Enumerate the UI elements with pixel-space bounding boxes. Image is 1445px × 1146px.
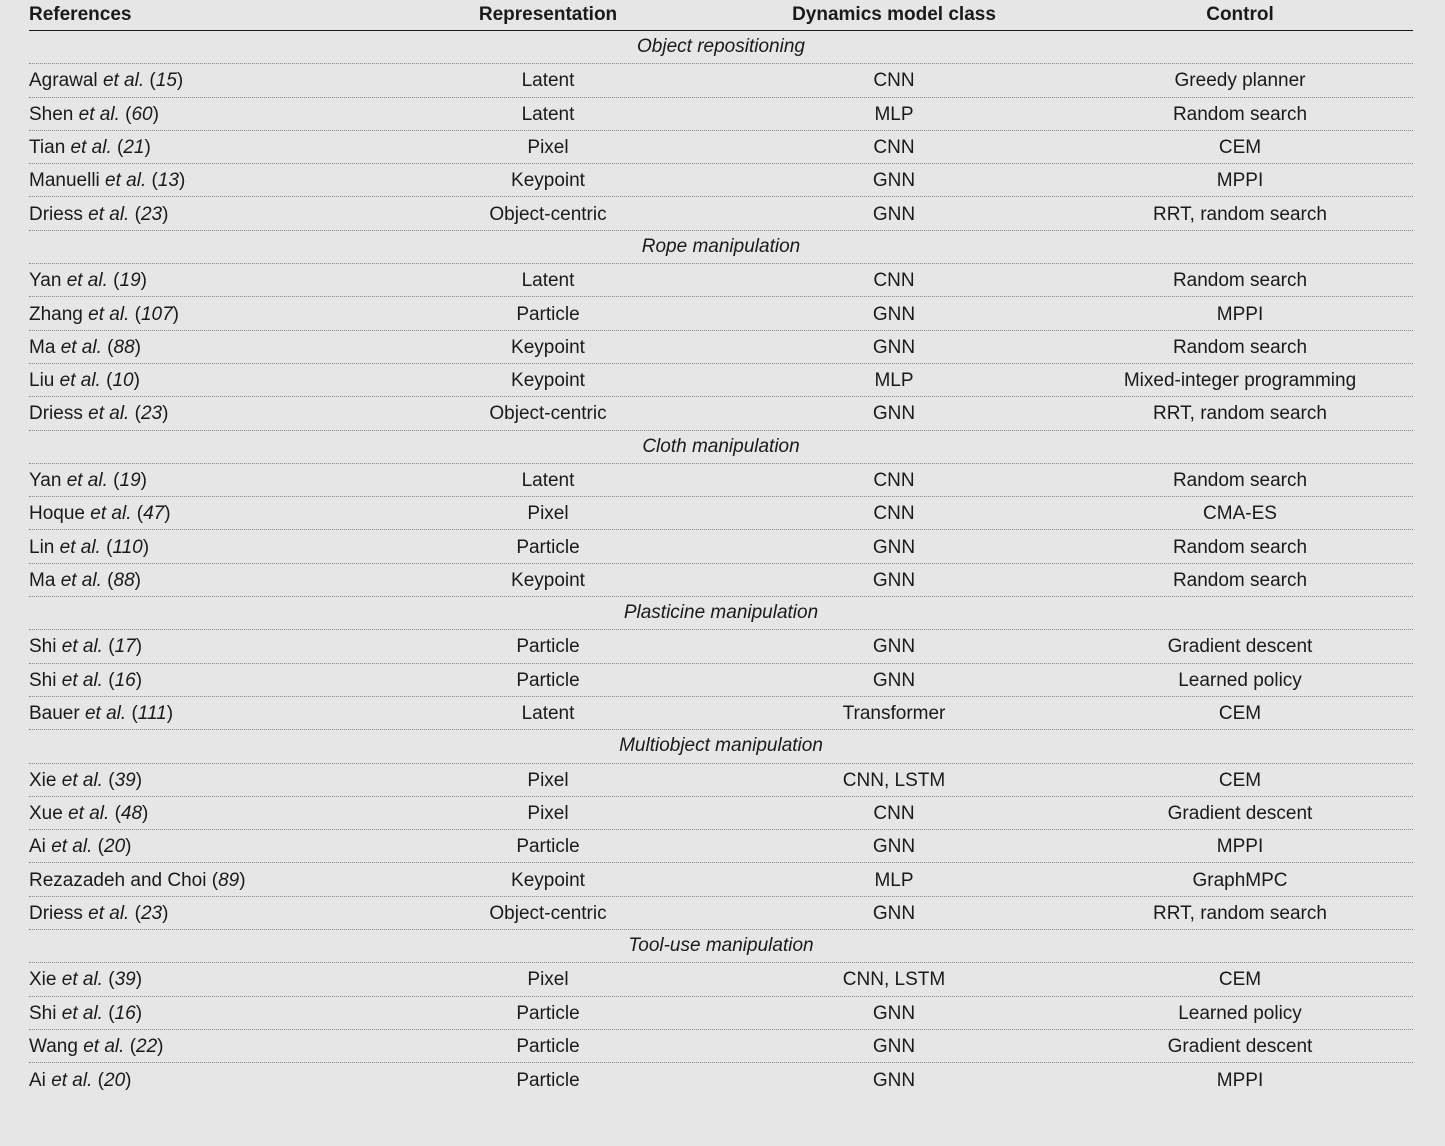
citation-number: 20 — [104, 1069, 126, 1091]
table-row — [29, 564, 1413, 597]
cell-representation: Latent — [521, 103, 575, 125]
et-al: et al. — [60, 336, 102, 358]
cell-control: MPPI — [1216, 836, 1264, 858]
citation-number: 13 — [157, 170, 179, 192]
author-name: Shi — [29, 1002, 57, 1024]
table-row — [29, 497, 1413, 530]
et-al: et al. — [61, 669, 103, 691]
cell-dynamics-model: GNN — [872, 569, 916, 591]
table-row — [29, 131, 1413, 164]
author-name: Driess — [29, 902, 83, 924]
table-row — [29, 364, 1413, 397]
cell-reference: Rezazadeh and Choi (89) — [29, 869, 246, 891]
cell-dynamics-model: MLP — [874, 370, 914, 392]
table-row — [29, 697, 1413, 730]
cell-reference: Driess et al. (23) — [29, 403, 169, 425]
cell-reference: Bauer et al. (111) — [29, 703, 174, 725]
cell-control: Gradient descent — [1167, 1036, 1313, 1058]
author-name: Xie — [29, 769, 57, 791]
author-name: Yan — [29, 270, 62, 292]
cell-control: Learned policy — [1178, 669, 1302, 691]
cell-dynamics-model: GNN — [872, 1036, 916, 1058]
cell-reference: Wang et al. (22) — [29, 1036, 164, 1058]
author-name: Yan — [29, 470, 62, 491]
cell-control: Random search — [1172, 270, 1308, 292]
table-row — [29, 397, 1413, 430]
cell-dynamics-model: GNN — [872, 1069, 916, 1091]
table-header — [29, 0, 1413, 31]
cell-dynamics-model: GNN — [872, 902, 916, 924]
cell-representation: Particle — [516, 536, 580, 558]
header-control: Control — [1206, 4, 1274, 25]
et-al: et al. — [60, 569, 102, 591]
et-al: et al. — [61, 969, 103, 991]
cell-reference: Driess et al. (23) — [29, 902, 169, 924]
cell-representation: Keypoint — [511, 569, 585, 591]
et-al: et al. — [88, 403, 130, 425]
cell-dynamics-model: CNN — [873, 503, 915, 525]
table-row — [29, 830, 1413, 863]
citation-number: 107 — [140, 303, 173, 325]
citation-number: 88 — [113, 336, 135, 358]
cell-dynamics-model: GNN — [872, 1002, 916, 1024]
cell-representation: Latent — [521, 270, 575, 292]
et-al: et al. — [70, 137, 112, 159]
author-name: Zhang — [29, 303, 83, 325]
author-name: Liu — [29, 370, 55, 392]
author-name: Agrawal — [29, 70, 98, 92]
cell-representation: Particle — [516, 669, 580, 691]
author-name: Xie — [29, 969, 57, 991]
citation-number: 22 — [136, 1036, 158, 1058]
cell-control: Random search — [1172, 103, 1308, 125]
citation-number: 60 — [131, 103, 153, 125]
citation-number: 21 — [123, 137, 145, 159]
citation-number: 23 — [140, 902, 163, 924]
citation-number: 15 — [155, 70, 177, 92]
cell-representation: Particle — [516, 303, 580, 325]
header-representation: Representation — [478, 4, 618, 25]
author-name: Ma — [29, 336, 56, 358]
cell-dynamics-model: GNN — [872, 669, 916, 691]
cell-dynamics-model: CNN — [873, 270, 915, 292]
table-row — [29, 98, 1413, 131]
et-al: et al. — [68, 802, 110, 824]
cell-reference: Xue et al. (48) — [29, 802, 149, 824]
author-name: Bauer — [29, 703, 80, 725]
table-row — [29, 197, 1413, 230]
table-row — [29, 863, 1413, 896]
citation-number: 111 — [137, 703, 167, 725]
cell-representation: Object-centric — [489, 902, 607, 924]
cell-representation: Latent — [521, 70, 575, 92]
cell-reference: Shi et al. (17) — [29, 636, 143, 658]
cell-dynamics-model: CNN — [873, 137, 915, 159]
cell-reference: Ma et al. (88) — [29, 569, 141, 591]
author-name: Tian — [29, 137, 66, 159]
cell-control: GraphMPC — [1192, 869, 1288, 891]
table-row — [29, 664, 1413, 697]
cell-dynamics-model: GNN — [872, 203, 916, 225]
cell-dynamics-model: GNN — [872, 636, 916, 658]
cell-dynamics-model: GNN — [872, 303, 916, 325]
cell-dynamics-model: CNN, LSTM — [842, 969, 946, 991]
citation-number: 20 — [104, 836, 126, 858]
citation-number: 19 — [119, 470, 141, 491]
table-row — [29, 897, 1413, 930]
section-title: Plasticine manipulation — [29, 597, 1413, 630]
et-al: et al. — [84, 703, 127, 725]
author-name: Lin — [29, 536, 55, 558]
cell-representation: Keypoint — [511, 869, 585, 891]
cell-representation: Pixel — [527, 969, 569, 991]
table-row — [29, 997, 1413, 1030]
citation-number: 19 — [119, 270, 141, 292]
cell-control: Greedy planner — [1174, 70, 1306, 92]
cell-reference: Yan et al. (19) — [29, 470, 147, 491]
cell-reference: Shi et al. (16) — [29, 669, 143, 691]
cell-control: RRT, random search — [1153, 203, 1327, 225]
table-row — [29, 464, 1413, 497]
citation-number: 47 — [143, 503, 165, 525]
cell-representation: Object-centric — [489, 203, 607, 225]
author-name: Driess — [29, 203, 83, 225]
cell-dynamics-model: MLP — [874, 103, 914, 125]
author-name: Rezazadeh and Choi — [29, 869, 207, 891]
et-al: et al. — [88, 203, 130, 225]
cell-control: CEM — [1218, 969, 1262, 991]
section-title: Tool-use manipulation — [29, 930, 1413, 963]
cell-representation: Particle — [516, 836, 580, 858]
cell-representation: Keypoint — [511, 336, 585, 358]
cell-reference: Manuelli et al. (13) — [29, 170, 186, 192]
cell-dynamics-model: GNN — [872, 336, 916, 358]
author-name: Ma — [29, 569, 56, 591]
et-al: et al. — [90, 503, 132, 525]
cell-representation: Particle — [516, 1069, 580, 1091]
cell-reference: Tian et al. (21) — [29, 137, 151, 159]
cell-representation: Pixel — [527, 137, 569, 159]
cell-representation: Pixel — [527, 802, 569, 824]
et-al: et al. — [61, 1002, 103, 1024]
et-al: et al. — [105, 170, 147, 192]
et-al: et al. — [83, 1036, 125, 1058]
cell-control: MPPI — [1216, 1069, 1264, 1091]
cell-reference: Hoque et al. (47) — [29, 503, 171, 525]
cell-dynamics-model: Transformer — [842, 703, 946, 725]
citation-number: 89 — [218, 869, 240, 891]
comparison-table — [29, 0, 1413, 1097]
cell-control: MPPI — [1216, 303, 1264, 325]
et-al: et al. — [102, 70, 145, 92]
citation-number: 10 — [112, 370, 134, 392]
et-al: et al. — [88, 902, 130, 924]
author-name: Driess — [29, 403, 83, 425]
citation-number: 16 — [114, 1002, 136, 1024]
cell-reference: Ma et al. (88) — [29, 336, 141, 358]
author-name: Manuelli — [29, 170, 100, 192]
author-name: Shen — [29, 103, 74, 125]
cell-control: MPPI — [1216, 170, 1264, 192]
table-row — [29, 164, 1413, 197]
citation-number: 39 — [114, 969, 136, 991]
cell-dynamics-model: CNN — [873, 802, 915, 824]
et-al: et al. — [51, 1069, 93, 1091]
author-name: Shi — [29, 636, 57, 658]
cell-dynamics-model: MLP — [874, 869, 914, 891]
cell-control: Random search — [1172, 536, 1308, 558]
cell-reference: Liu et al. (10) — [29, 370, 140, 392]
cell-representation: Particle — [516, 636, 580, 658]
table-row — [29, 264, 1413, 297]
et-al: et al. — [59, 370, 101, 392]
table-row — [29, 797, 1413, 830]
cell-control: Gradient descent — [1167, 636, 1313, 658]
citation-number: 23 — [140, 203, 163, 225]
cell-representation: Latent — [521, 703, 575, 725]
et-al: et al. — [61, 769, 103, 791]
cell-control: CEM — [1218, 137, 1262, 159]
citation-number: 23 — [140, 403, 163, 425]
table-row — [29, 963, 1413, 996]
cell-representation: Pixel — [527, 769, 569, 791]
et-al: et al. — [88, 303, 130, 325]
cell-representation: Keypoint — [511, 370, 585, 392]
section-title: Object repositioning — [29, 31, 1413, 64]
cell-dynamics-model: CNN, LSTM — [842, 769, 946, 791]
cell-control: CEM — [1218, 769, 1262, 791]
cell-reference: Shi et al. (16) — [29, 1002, 143, 1024]
cell-representation: Object-centric — [489, 403, 607, 425]
et-al: et al. — [59, 536, 101, 558]
cell-reference: Ai et al. (20) — [29, 1069, 132, 1091]
cell-reference: Yan et al. (19) — [29, 270, 147, 292]
citation-number: 16 — [114, 669, 136, 691]
section-title: Multiobject manipulation — [29, 730, 1413, 763]
author-name: Shi — [29, 669, 57, 691]
cell-control: CEM — [1218, 703, 1262, 725]
cell-representation: Pixel — [527, 503, 569, 525]
cell-dynamics-model: GNN — [872, 170, 916, 192]
cell-representation: Latent — [521, 470, 575, 491]
cell-representation: Particle — [516, 1002, 580, 1024]
author-name: Hoque — [29, 503, 85, 525]
cell-reference: Zhang et al. (107) — [29, 303, 179, 325]
cell-reference: Driess et al. (23) — [29, 203, 169, 225]
author-name: Ai — [29, 1069, 46, 1091]
table-row — [29, 764, 1413, 797]
section-title: Rope manipulation — [29, 231, 1413, 264]
citation-number: 48 — [120, 802, 143, 824]
citation-number: 17 — [114, 636, 136, 658]
table-row — [29, 1063, 1413, 1096]
table-row — [29, 297, 1413, 330]
cell-dynamics-model: GNN — [872, 403, 916, 425]
cell-control: Random search — [1172, 470, 1308, 491]
et-al: et al. — [51, 836, 93, 858]
header-dynamics-model-class: Dynamics model class — [792, 4, 996, 25]
cell-reference: Shen et al. (60) — [29, 103, 159, 125]
cell-reference: Xie et al. (39) — [29, 769, 143, 791]
cell-dynamics-model: GNN — [872, 536, 916, 558]
table-row — [29, 630, 1413, 663]
table-row — [29, 530, 1413, 563]
table-body — [29, 31, 1413, 1097]
cell-reference: Lin et al. (110) — [29, 536, 150, 558]
et-al: et al. — [61, 636, 103, 658]
cell-control: Random search — [1172, 336, 1308, 358]
cell-control: RRT, random search — [1153, 403, 1327, 425]
cell-dynamics-model: CNN — [873, 470, 915, 491]
cell-dynamics-model: CNN — [873, 70, 915, 92]
section-title: Cloth manipulation — [29, 431, 1413, 464]
author-name: Ai — [29, 836, 46, 858]
cell-control: RRT, random search — [1153, 902, 1327, 924]
cell-reference: Xie et al. (39) — [29, 969, 143, 991]
header-references: References — [29, 4, 132, 25]
table-row — [29, 64, 1413, 97]
cell-control: CMA-ES — [1203, 503, 1277, 525]
citation-number: 88 — [113, 569, 135, 591]
cell-reference: Agrawal et al. (15) — [29, 70, 184, 92]
et-al: et al. — [66, 270, 108, 292]
author-name: Xue — [29, 802, 63, 824]
cell-dynamics-model: GNN — [872, 836, 916, 858]
cell-representation: Particle — [516, 1036, 580, 1058]
author-name: Wang — [29, 1036, 78, 1058]
cell-representation: Keypoint — [511, 170, 585, 192]
table-row — [29, 331, 1413, 364]
cell-control: Learned policy — [1178, 1002, 1302, 1024]
cell-control: Gradient descent — [1167, 802, 1313, 824]
et-al: et al. — [66, 470, 108, 491]
et-al: et al. — [78, 103, 120, 125]
cell-control: Random search — [1172, 569, 1308, 591]
citation-number: 39 — [114, 769, 136, 791]
citation-number: 110 — [112, 536, 143, 558]
table-row — [29, 1030, 1413, 1063]
cell-reference: Ai et al. (20) — [29, 836, 132, 858]
cell-control: Mixed-integer programming — [1123, 370, 1357, 392]
